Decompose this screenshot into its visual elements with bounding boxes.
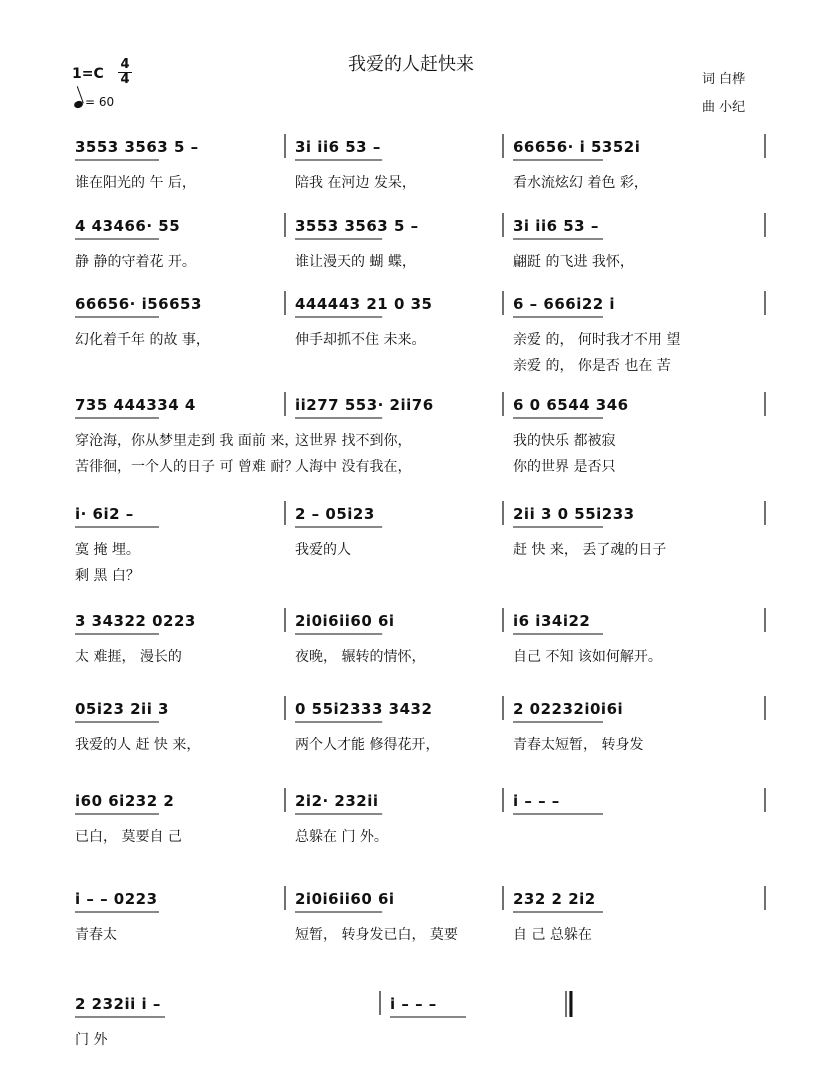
composer-credit: 曲 小纪: [702, 100, 746, 115]
lyricist-credit: 词 白桦: [702, 72, 746, 87]
lyric-line: 谁让漫天的 蝴 蝶，: [295, 254, 416, 270]
lyric-line: 幻化着千年 的故 事，: [75, 332, 210, 348]
lyric-line: 夜晚， 辗转的情怀，: [295, 649, 426, 665]
measure-notes: ii277 553· 2ii76: [295, 396, 434, 414]
measure-notes: 3i ii6 53 –: [295, 138, 381, 156]
meter-denominator: 4: [120, 72, 130, 87]
measure-notes: 2i0i6ii60 6i: [295, 612, 395, 630]
lyric-line: 伸手却抓不住 未来。: [295, 332, 426, 348]
measure-notes: 735 444334 4: [75, 396, 196, 414]
lyric-line-verse-2: 剩 黑 白？: [75, 568, 140, 584]
lyric-line: 静 静的守着花 开。: [75, 254, 196, 270]
lyric-line: 短暂， 转身发已白， 莫要: [295, 927, 458, 943]
lyric-line: 亲爱 的， 何时我才不用 望: [513, 332, 681, 348]
measure-notes: 2i0i6ii60 6i: [295, 890, 395, 908]
measure-notes: i60 6i232 2: [75, 792, 175, 810]
measure-notes: 2ii 3 0 55i233: [513, 505, 635, 523]
tempo-value: = 60: [85, 95, 115, 109]
measure-notes: 4 43466· 55: [75, 217, 181, 235]
lyric-line: 穿沧海，你从梦里走到 我 面前 来，: [75, 433, 299, 449]
measure-notes: 232 2 2i2: [513, 890, 596, 908]
lyric-line: 已白， 莫要自 己: [75, 829, 182, 845]
measure-notes: i6 i34i22: [513, 612, 591, 630]
measure-notes: 2 – 05i23: [295, 505, 375, 523]
lyric-line: 这世界 找不到你，: [295, 433, 412, 449]
lyric-line: 总躲在 门 外。: [295, 829, 388, 845]
measure-notes: i – – –: [390, 995, 437, 1013]
lyric-line-verse-2: 亲爱 的， 你是否 也在 苦: [513, 358, 671, 374]
lyric-line: 青春太: [75, 927, 117, 943]
measure-notes: 6 0 6544 346: [513, 396, 629, 414]
measure-notes: 66656· i 5352i: [513, 138, 641, 156]
measure-notes: 2 232ii i –: [75, 995, 161, 1013]
lyric-line: 陪我 在河边 发呆，: [295, 175, 416, 191]
measure-notes: i – – –: [513, 792, 560, 810]
lyric-line: 太 难捱， 漫长的: [75, 649, 182, 665]
measure-notes: i – – 0223: [75, 890, 158, 908]
lyric-line: 两个人才能 修得花开，: [295, 737, 440, 753]
lyric-line-verse-2: 人海中 没有我在，: [295, 459, 412, 475]
lyric-line: 自己 不知 该如何解开。: [513, 649, 662, 665]
lyric-line: 寞 掩 埋。: [75, 542, 140, 558]
lyric-line: 青春太短暂， 转身发: [513, 737, 644, 753]
meter-numerator: 4: [120, 57, 130, 72]
lyric-line-verse-2: 苦徘徊，一个人的日子 可 曾难 耐？: [75, 459, 299, 475]
measure-notes: 3 34322 0223: [75, 612, 196, 630]
measure-notes: i· 6i2 –: [75, 505, 134, 523]
song-title: 我爱的人赶快来: [348, 54, 474, 75]
lyric-line: 我爱的人: [295, 542, 351, 558]
lyric-line-verse-2: 你的世界 是否只: [513, 459, 616, 475]
lyric-line: 门 外: [75, 1032, 108, 1048]
lyric-line: 赶 快 来， 丢了魂的日子: [513, 542, 667, 558]
key-signature: 1=C: [72, 66, 104, 82]
measure-notes: 2i2· 232ii: [295, 792, 379, 810]
lyric-line: 自 己 总躲在: [513, 927, 592, 943]
measure-notes: 05i23 2ii 3: [75, 700, 169, 718]
measure-notes: 2 02232i0i6i: [513, 700, 624, 718]
lyric-line: 我爱的人 赶 快 来，: [75, 737, 201, 753]
lyric-line: 翩跹 的飞进 我怀，: [513, 254, 634, 270]
measure-notes: 3i ii6 53 –: [513, 217, 599, 235]
measure-notes: 6 – 666i22 i: [513, 295, 616, 313]
lyric-line: 谁在阳光的 午 后，: [75, 175, 196, 191]
measure-notes: 0 55i2333 3432: [295, 700, 433, 718]
measure-notes: 3553 3563 5 –: [295, 217, 419, 235]
lyric-line: 我的快乐 都被寂: [513, 433, 616, 449]
measure-notes: 444443 21 0 35: [295, 295, 433, 313]
measure-notes: 3553 3563 5 –: [75, 138, 199, 156]
measure-notes: 66656· i56653: [75, 295, 202, 313]
lyric-line: 看水流炫幻 着色 彩，: [513, 175, 648, 191]
